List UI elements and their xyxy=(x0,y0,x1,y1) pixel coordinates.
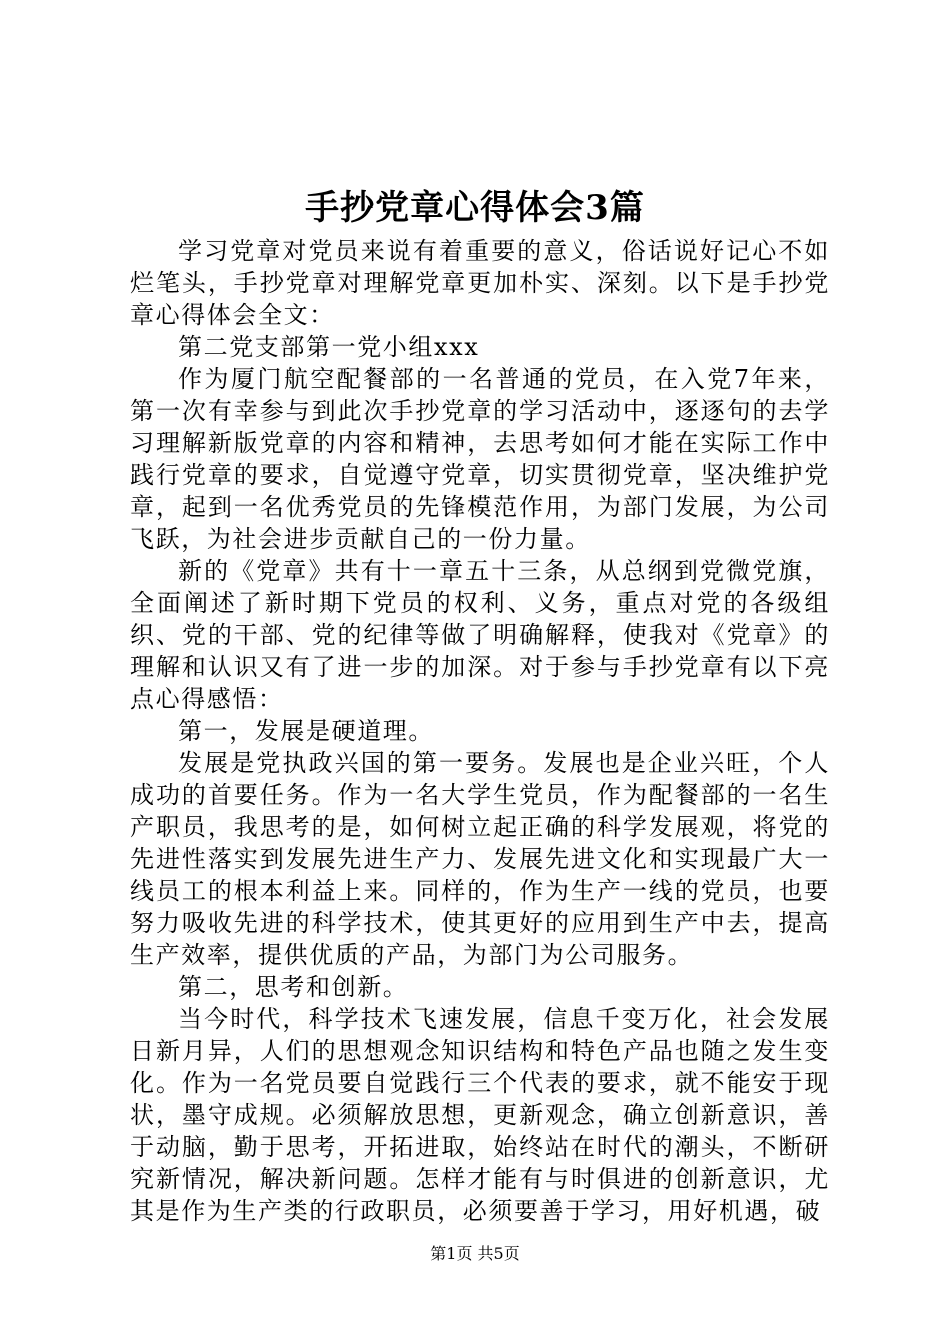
document-title: 手抄党章心得体会3篇 xyxy=(305,188,645,228)
paragraph-body-2: 新的《党章》共有十一章五十三条，从总纲到党微党旗，全面阐述了新时期下党员的权利、义务，重点对党的各级组织、党的干部、党的纪律等做了明确解释，使我对《党章》的理解和认识又有了进一步的加深。对于参与手抄党章有以下亮点心得感悟： xyxy=(130,557,830,713)
document-body xyxy=(130,235,830,1227)
paragraph-intro: 学习党章对党员来说有着重要的意义，俗话说好记心不如烂笔头，手抄党章对理解党章更加朴实、深刻。以下是手抄党章心得体会全文： xyxy=(130,237,830,329)
section-heading-2: 第二，思考和创新。 xyxy=(178,973,409,1001)
paragraph-author: 第二党支部第一党小组xxx xyxy=(178,333,480,361)
paragraph-body-4: 当今时代，科学技术飞速发展，信息千变万化，社会发展日新月异，人们的思想观念知识结构和特色产品也随之发生变化。作为一名党员要自觉践行三个代表的要求，就不能安于现状，墨守成规。必须解放思想，更新观念，确立创新意识，善于动脑，勤于思考，开拓进取，始终站在时代的潮头，不断研究新情况，解决新问题。怎样才能有与时俱进的创新意识，尤其是作为生产类的行政职员，必须要善于学习，用好机遇，破 xyxy=(130,1005,830,1225)
section-heading-1: 第一，发展是硬道理。 xyxy=(178,717,434,745)
paragraph-body-1: 作为厦门航空配餐部的一名普通的党员，在入党7年来，第一次有幸参与到此次手抄党章的学习活动中，逐逐句的去学习理解新版党章的内容和精神，去思考如何才能在实际工作中践行党章的要求，自觉遵守党章，切实贯彻党章，坚决维护党章，起到一名优秀党员的先锋模范作用，为部门发展，为公司飞跃，为社会进步贡献自己的一份力量。 xyxy=(130,365,830,553)
page-number-footer: 第1页 共5页 xyxy=(430,1244,520,1263)
paragraph-body-3: 发展是党执政兴国的第一要务。发展也是企业兴旺，个人成功的首要任务。作为一名大学生党员，作为配餐部的一名生产职员，我思考的是，如何树立起正确的科学发展观，将党的先进性落实到发展先进生产力、发展先进文化和实现最广大一线员工的根本利益上来。同样的，作为生产一线的党员，也要努力吸收先进的科学技术，使其更好的应用到生产中去，提高生产效率，提供优质的产品，为部门为公司服务。 xyxy=(130,749,830,969)
